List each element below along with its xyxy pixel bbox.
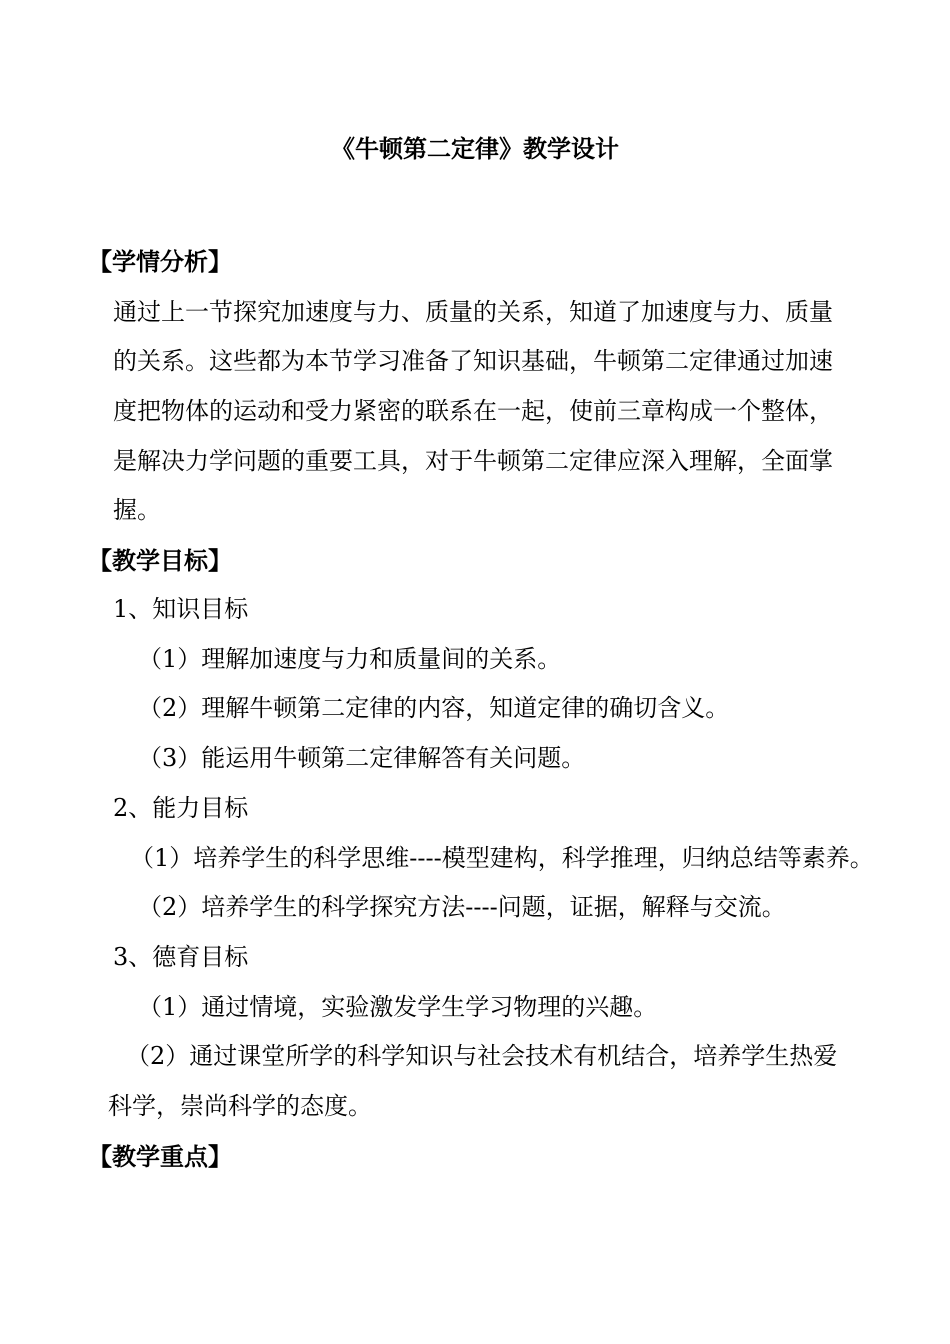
ability-objective-item: （2）培养学生的科学探究方法----问题，证据，解释与交流。 — [138, 893, 786, 921]
moral-objective-item: （2）通过课堂所学的科学知识与社会技术有机结合，培养学生热爱 — [126, 1042, 838, 1070]
analysis-line: 的关系。这些都为本节学习准备了知识基础，牛顿第二定律通过加速 — [113, 347, 833, 375]
knowledge-objective-item: （2）理解牛顿第二定律的内容，知道定律的确切含义。 — [138, 694, 730, 722]
moral-objective-title: 3、德育目标 — [113, 943, 249, 971]
ability-objective-item: （1）培养学生的科学思维----模型建构，科学推理，归纳总结等素养。 — [130, 844, 874, 872]
section-heading-key-points: 【教学重点】 — [88, 1143, 232, 1171]
knowledge-objective-item: （1）理解加速度与力和质量间的关系。 — [138, 645, 562, 673]
analysis-line: 握。 — [113, 496, 161, 524]
section-heading-objectives: 【教学目标】 — [88, 547, 232, 575]
section-heading-analysis: 【学情分析】 — [88, 248, 232, 276]
moral-objective-item: 科学，崇尚科学的态度。 — [108, 1092, 372, 1120]
knowledge-objective-title: 1、知识目标 — [113, 595, 249, 623]
analysis-line: 是解决力学问题的重要工具，对于牛顿第二定律应深入理解，全面掌 — [113, 447, 833, 475]
document-title: 《牛顿第二定律》教学设计 — [331, 135, 619, 163]
knowledge-objective-item: （3）能运用牛顿第二定律解答有关问题。 — [138, 744, 586, 772]
ability-objective-title: 2、能力目标 — [113, 794, 249, 822]
analysis-line: 度把物体的运动和受力紧密的联系在一起，使前三章构成一个整体， — [113, 397, 833, 425]
analysis-line: 通过上一节探究加速度与力、质量的关系，知道了加速度与力、质量 — [113, 298, 833, 326]
moral-objective-item: （1）通过情境，实验激发学生学习物理的兴趣。 — [138, 993, 658, 1021]
